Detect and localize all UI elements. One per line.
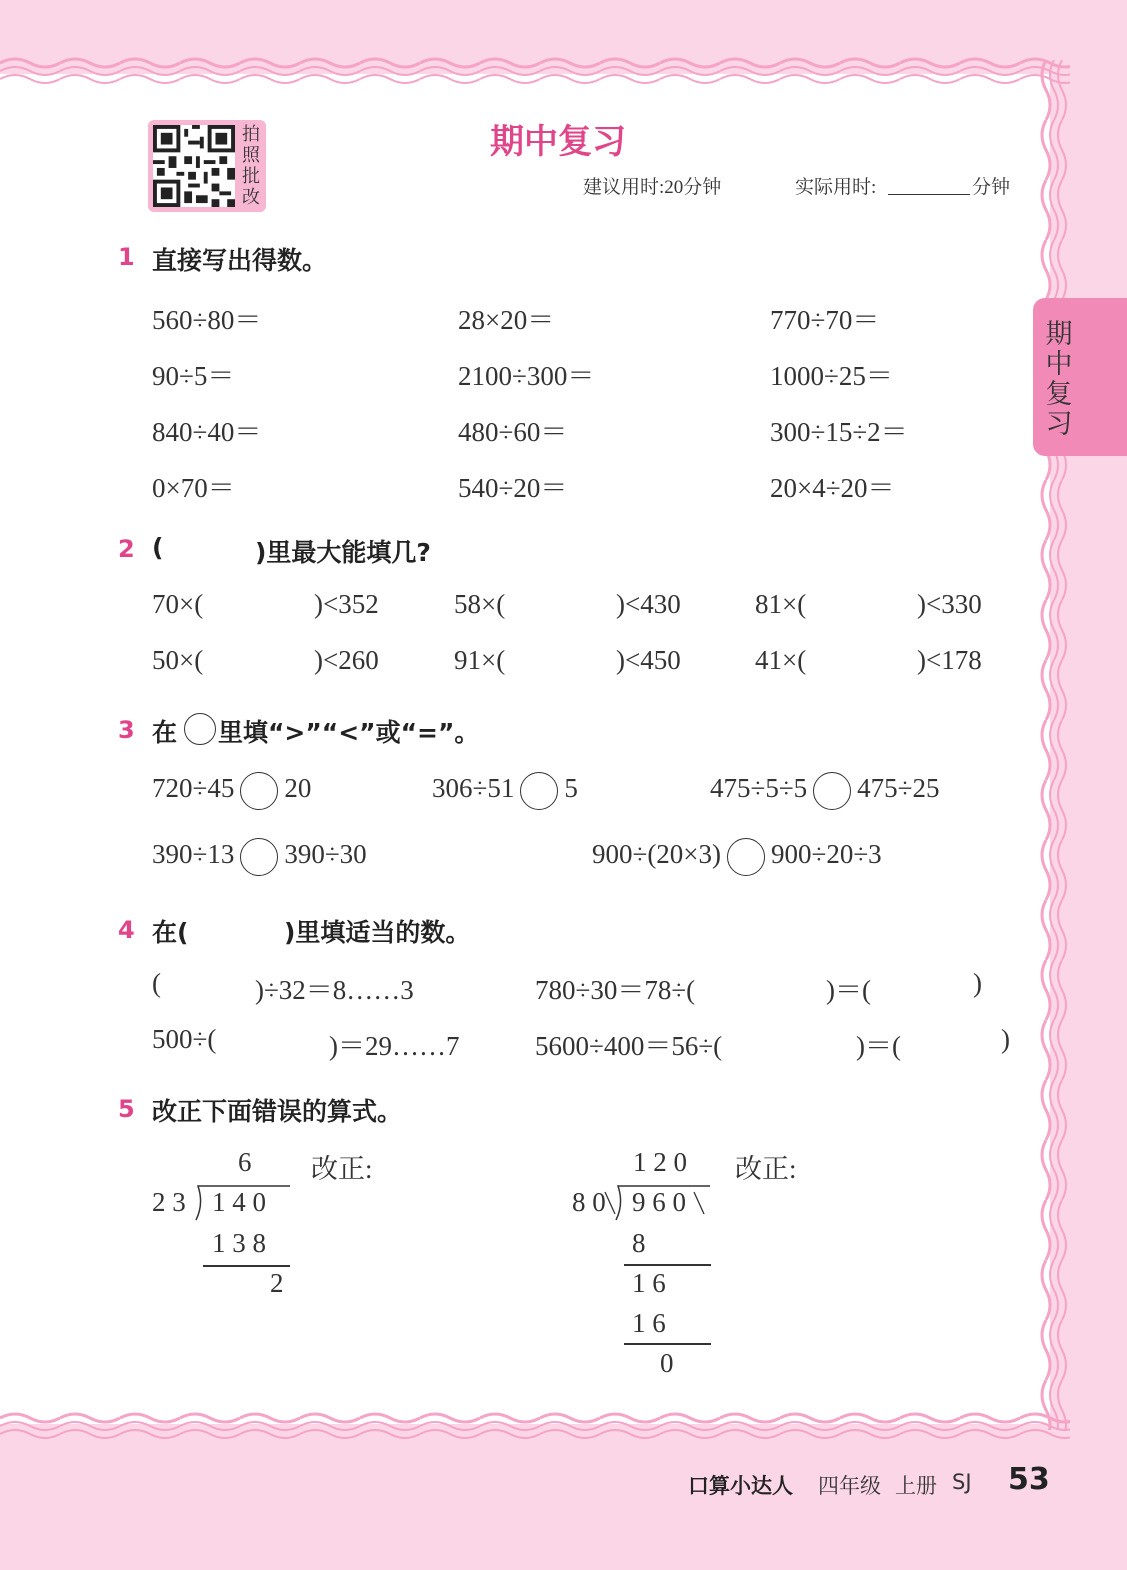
question-title: 里填“>”“<”或“=”。 <box>218 718 480 747</box>
step-product: 8 <box>632 1228 646 1258</box>
circle-symbol-icon <box>184 713 216 745</box>
qr-label-char: 改 <box>242 187 260 208</box>
fill-open: ( <box>152 968 161 998</box>
compare-circle[interactable] <box>813 772 851 810</box>
question-title: )里最大能填几? <box>255 538 431 567</box>
side-tab-char: 习 <box>1045 409 1073 440</box>
ineq-right: )<430 <box>616 589 681 619</box>
fill-close: ) <box>1001 1024 1010 1054</box>
calc-item: 540÷20＝ <box>458 473 568 503</box>
question-title: 直接写出得数。 <box>152 246 328 275</box>
question-title-a: 在 <box>152 718 178 747</box>
compare-item <box>152 838 367 876</box>
question-number: 1 <box>118 243 135 271</box>
question-title: 改正下面错误的算式。 <box>152 1097 403 1126</box>
ineq-left: 81×( <box>755 589 807 619</box>
fill-rest: )＝( <box>826 975 871 1005</box>
question-title-open: ( <box>152 533 164 562</box>
page-number: 53 <box>1008 1462 1050 1497</box>
compare-right: 5 <box>564 773 578 804</box>
compare-circle[interactable] <box>240 838 278 876</box>
qr-label-char: 批 <box>242 166 260 187</box>
calc-item: 560÷80＝ <box>152 305 262 335</box>
compare-left: 900÷(20×3) <box>592 839 722 870</box>
dividend: 1 4 0 <box>212 1187 266 1217</box>
fix-label: 改正: <box>735 1154 797 1184</box>
compare-item <box>710 772 939 810</box>
question-number: 2 <box>118 535 135 563</box>
ineq-left: 70×( <box>152 589 204 619</box>
dividend: 9 6 0 <box>632 1187 686 1217</box>
compare-left: 306÷51 <box>432 773 515 804</box>
calc-item: 2100÷300＝ <box>458 361 595 391</box>
calc-item: 300÷15÷2＝ <box>770 417 908 447</box>
fill-open: 500÷( <box>152 1024 217 1054</box>
question-number: 4 <box>118 916 135 944</box>
question-title-a: 在( <box>152 918 189 947</box>
compare-item <box>592 838 882 876</box>
question-title: )里填适当的数。 <box>284 918 471 947</box>
compare-left: 390÷13 <box>152 839 235 870</box>
compare-right: 900÷20÷3 <box>771 839 882 870</box>
compare-circle[interactable] <box>240 772 278 810</box>
volume-label: 上册 <box>895 1474 937 1498</box>
ineq-right: )<260 <box>314 645 379 675</box>
step-product: 1 6 <box>632 1308 666 1338</box>
compare-right: 390÷30 <box>284 839 367 870</box>
quotient: 6 <box>238 1147 252 1177</box>
side-tab <box>1033 298 1127 456</box>
side-tab-char: 复 <box>1045 379 1073 410</box>
question-number: 3 <box>118 716 135 744</box>
calc-item: 90÷5＝ <box>152 361 235 391</box>
division-line <box>203 1265 290 1267</box>
ineq-left: 58×( <box>454 589 506 619</box>
compare-circle[interactable] <box>727 838 765 876</box>
ineq-right: )<450 <box>616 645 681 675</box>
calc-item: 840÷40＝ <box>152 417 262 447</box>
ineq-right: )<330 <box>917 589 982 619</box>
product: 1 3 8 <box>212 1228 266 1258</box>
compare-right: 475÷25 <box>857 773 940 804</box>
calc-item: 480÷60＝ <box>458 417 568 447</box>
edition-label: SJ <box>952 1470 972 1494</box>
compare-right: 20 <box>284 773 312 804</box>
fill-rest: )＝29……7 <box>329 1031 460 1061</box>
ineq-left: 41×( <box>755 645 807 675</box>
side-tab-char: 期 <box>1045 319 1073 350</box>
grade-label: 四年级 <box>818 1474 881 1498</box>
remainder: 2 <box>270 1268 284 1298</box>
division-line <box>624 1264 711 1266</box>
fill-rest: )÷32＝8……3 <box>255 975 414 1005</box>
actual-time-label: 实际用时: <box>795 177 877 198</box>
bottom-wave-border <box>0 1410 1070 1450</box>
side-tab-char: 中 <box>1045 349 1073 380</box>
compare-item <box>432 772 578 810</box>
fill-rest: )＝( <box>856 1031 901 1061</box>
question-number: 5 <box>118 1095 135 1123</box>
calc-item: 20×4÷20＝ <box>770 473 895 503</box>
qr-label-char: 照 <box>242 145 260 166</box>
step-remainder: 0 <box>660 1348 674 1378</box>
top-wave-border <box>0 55 1070 95</box>
compare-item <box>152 772 311 810</box>
right-wave-border <box>1038 60 1068 1430</box>
calc-item: 770÷70＝ <box>770 305 880 335</box>
compare-left: 475÷5÷5 <box>710 773 808 804</box>
qr-code-icon <box>153 125 235 207</box>
compare-circle[interactable] <box>520 772 558 810</box>
calc-item: 0×70＝ <box>152 473 235 503</box>
book-name: 口算小达人 <box>688 1474 793 1498</box>
qr-label-char: 拍 <box>242 124 260 145</box>
calc-item: 28×20＝ <box>458 305 555 335</box>
suggested-time: 建议用时:20分钟 <box>583 177 722 198</box>
fix-label: 改正: <box>311 1154 373 1184</box>
page-title: 期中复习 <box>490 122 626 162</box>
compare-left: 720÷45 <box>152 773 235 804</box>
actual-time-blank[interactable] <box>888 194 970 195</box>
step-remainder: 1 6 <box>632 1268 666 1298</box>
divisor: 2 3 <box>152 1187 186 1217</box>
ineq-right: )<178 <box>917 645 982 675</box>
strike-mark-icon <box>692 1186 706 1220</box>
ineq-right: )<352 <box>314 589 379 619</box>
division-line <box>624 1343 711 1345</box>
divisor: 8 0 <box>572 1187 606 1217</box>
fill-open: 5600÷400＝56÷( <box>535 1031 723 1061</box>
calc-item: 1000÷25＝ <box>770 361 893 391</box>
fill-close: ) <box>973 968 982 998</box>
actual-time-unit: 分钟 <box>972 177 1011 198</box>
ineq-left: 91×( <box>454 645 506 675</box>
ineq-left: 50×( <box>152 645 204 675</box>
quotient: 1 2 0 <box>633 1147 687 1177</box>
fill-open: 780÷30＝78÷( <box>535 975 696 1005</box>
qr-badge <box>148 120 266 212</box>
